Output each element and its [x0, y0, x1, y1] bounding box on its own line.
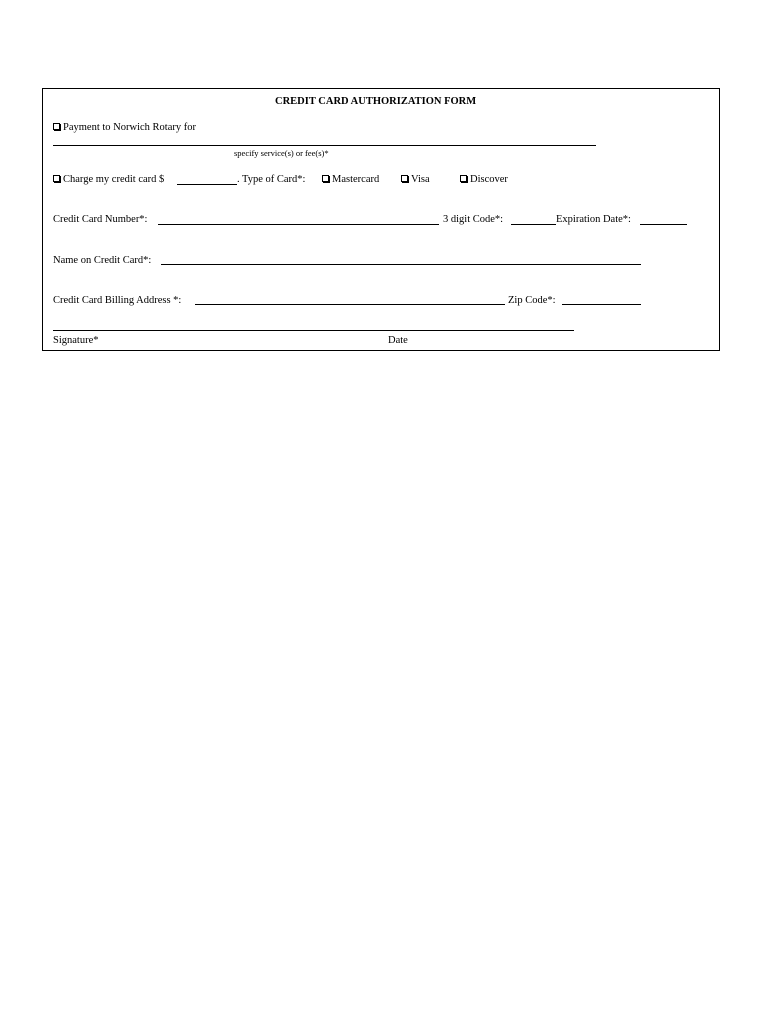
signature-label: Signature*: [53, 335, 99, 346]
visa-label: Visa: [411, 174, 430, 185]
card-number-label: Credit Card Number*:: [53, 214, 148, 225]
zip-field[interactable]: [562, 304, 641, 305]
expiration-label: Expiration Date*:: [556, 214, 631, 225]
charge-checkbox[interactable]: [53, 175, 60, 182]
visa-checkbox[interactable]: [401, 175, 408, 182]
discover-label: Discover: [470, 174, 508, 185]
payment-label: Payment to Norwich Rotary for: [63, 122, 196, 133]
mastercard-checkbox[interactable]: [322, 175, 329, 182]
mastercard-label: Mastercard: [332, 174, 380, 185]
charge-label: Charge my credit card $: [63, 174, 165, 185]
code-label: 3 digit Code*:: [443, 214, 504, 225]
signature-field[interactable]: [53, 330, 574, 331]
mastercard-option: [322, 175, 379, 186]
name-field[interactable]: [161, 264, 641, 265]
name-label: Name on Credit Card*:: [53, 255, 152, 266]
type-of-card-label: . Type of Card*:: [237, 174, 306, 185]
authorization-form: [42, 88, 720, 351]
zip-label: Zip Code*:: [508, 295, 556, 306]
service-fee-field[interactable]: [53, 145, 596, 146]
charge-row: [53, 175, 164, 186]
payment-checkbox[interactable]: [53, 123, 60, 130]
charge-amount-field[interactable]: [177, 184, 237, 185]
payment-row: [53, 123, 196, 134]
discover-option: [460, 175, 508, 186]
card-number-field[interactable]: [158, 224, 439, 225]
date-label: Date: [388, 335, 408, 346]
address-field[interactable]: [195, 304, 505, 305]
specify-hint: specify service(s) or fee(s)*: [234, 148, 329, 158]
form-title: CREDIT CARD AUTHORIZATION FORM: [275, 96, 477, 107]
code-field[interactable]: [511, 224, 556, 225]
discover-checkbox[interactable]: [460, 175, 467, 182]
address-label: Credit Card Billing Address *:: [53, 295, 182, 306]
expiration-field[interactable]: [640, 224, 687, 225]
visa-option: [401, 175, 430, 186]
